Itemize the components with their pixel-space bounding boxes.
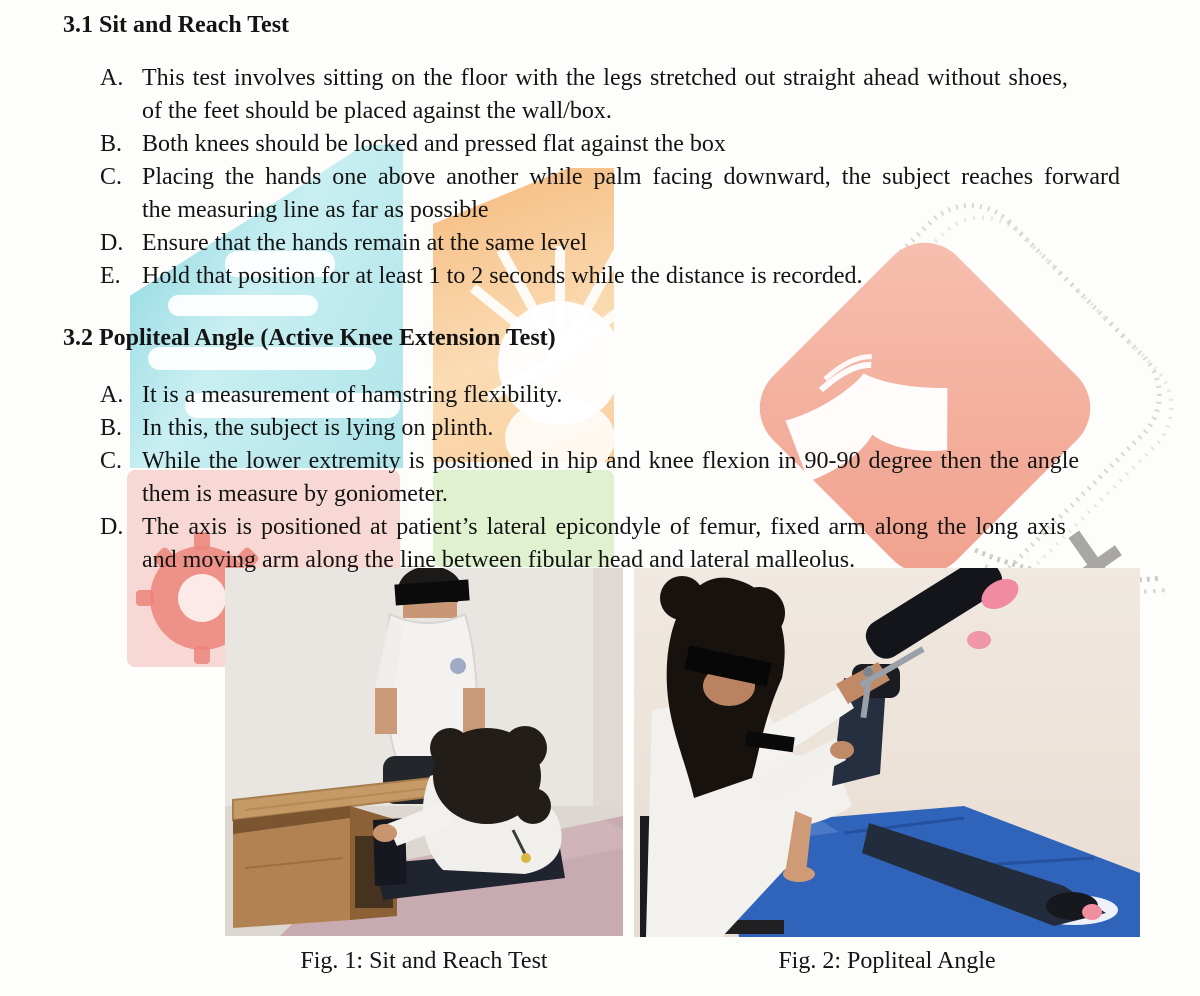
list-item-line [100, 445, 1200, 478]
list-item-label: A. [100, 382, 124, 408]
list-item-label: E. [100, 263, 121, 289]
list-item-text: This test involves sitting on the floor with the legs stretched out straight ahead without shoes, [142, 65, 1068, 91]
list-item-text: and moving arm along the line between fibular head and lateral malleolus. [142, 547, 856, 573]
list-item-text: Hold that position for at least 1 to 2 seconds while the distance is recorded. [142, 263, 863, 289]
list-item-line [100, 478, 1200, 511]
list-item-text: The axis is positioned at patient’s lateral epicondyle of femur, fixed arm along the long axis [142, 514, 1066, 540]
list-item-text: It is a measurement of hamstring flexibility. [142, 382, 563, 408]
list-item-text: While the lower extremity is positioned in hip and knee flexion in 90-90 degree then the angle [142, 448, 1080, 474]
figure-2-photo [634, 568, 1140, 937]
watermark-fork-icon [168, 295, 318, 316]
list-item-line [100, 128, 1200, 161]
list-item-label: D. [100, 514, 124, 540]
figure-1-photo [225, 568, 623, 936]
list-item-line [100, 95, 1200, 128]
list-item-line [100, 412, 1200, 445]
figure-2-caption: Fig. 2: Popliteal Angle [778, 948, 996, 974]
list-item-line [100, 227, 1200, 260]
list-item-label: B. [100, 131, 123, 157]
list-item-label: B. [100, 415, 123, 441]
list-item-label: D. [100, 230, 124, 256]
list-item-text: the measuring line as far as possible [142, 197, 489, 223]
figure-1-caption: Fig. 1: Sit and Reach Test [300, 948, 548, 974]
list-item-text: them is measure by goniometer. [142, 481, 448, 507]
section-3-1-list [100, 62, 1200, 293]
list-item-text: of the feet should be placed against the wall/box. [142, 98, 612, 124]
list-item-line [100, 379, 1200, 412]
list-item-text: Ensure that the hands remain at the same level [142, 230, 588, 256]
list-item-line [100, 161, 1200, 194]
section-3-2-list [100, 379, 1200, 577]
list-item-label: C. [100, 164, 123, 190]
section-heading-3-1: 3.1 Sit and Reach Test [63, 12, 290, 38]
list-item-line [100, 62, 1200, 95]
list-item-text: Both knees should be locked and pressed flat against the box [142, 131, 726, 157]
list-item-line [100, 260, 1200, 293]
list-item-line [100, 511, 1200, 544]
list-item-text: In this, the subject is lying on plinth. [142, 415, 494, 441]
list-item-label: C. [100, 448, 123, 474]
list-item-line [100, 544, 1200, 577]
list-item-text: Placing the hands one above another while palm facing downward, the subject reaches forward [142, 164, 1121, 190]
section-heading-3-2: 3.2 Popliteal Angle (Active Knee Extension Test) [63, 325, 556, 351]
list-item-line [100, 194, 1200, 227]
list-item-label: A. [100, 65, 124, 91]
